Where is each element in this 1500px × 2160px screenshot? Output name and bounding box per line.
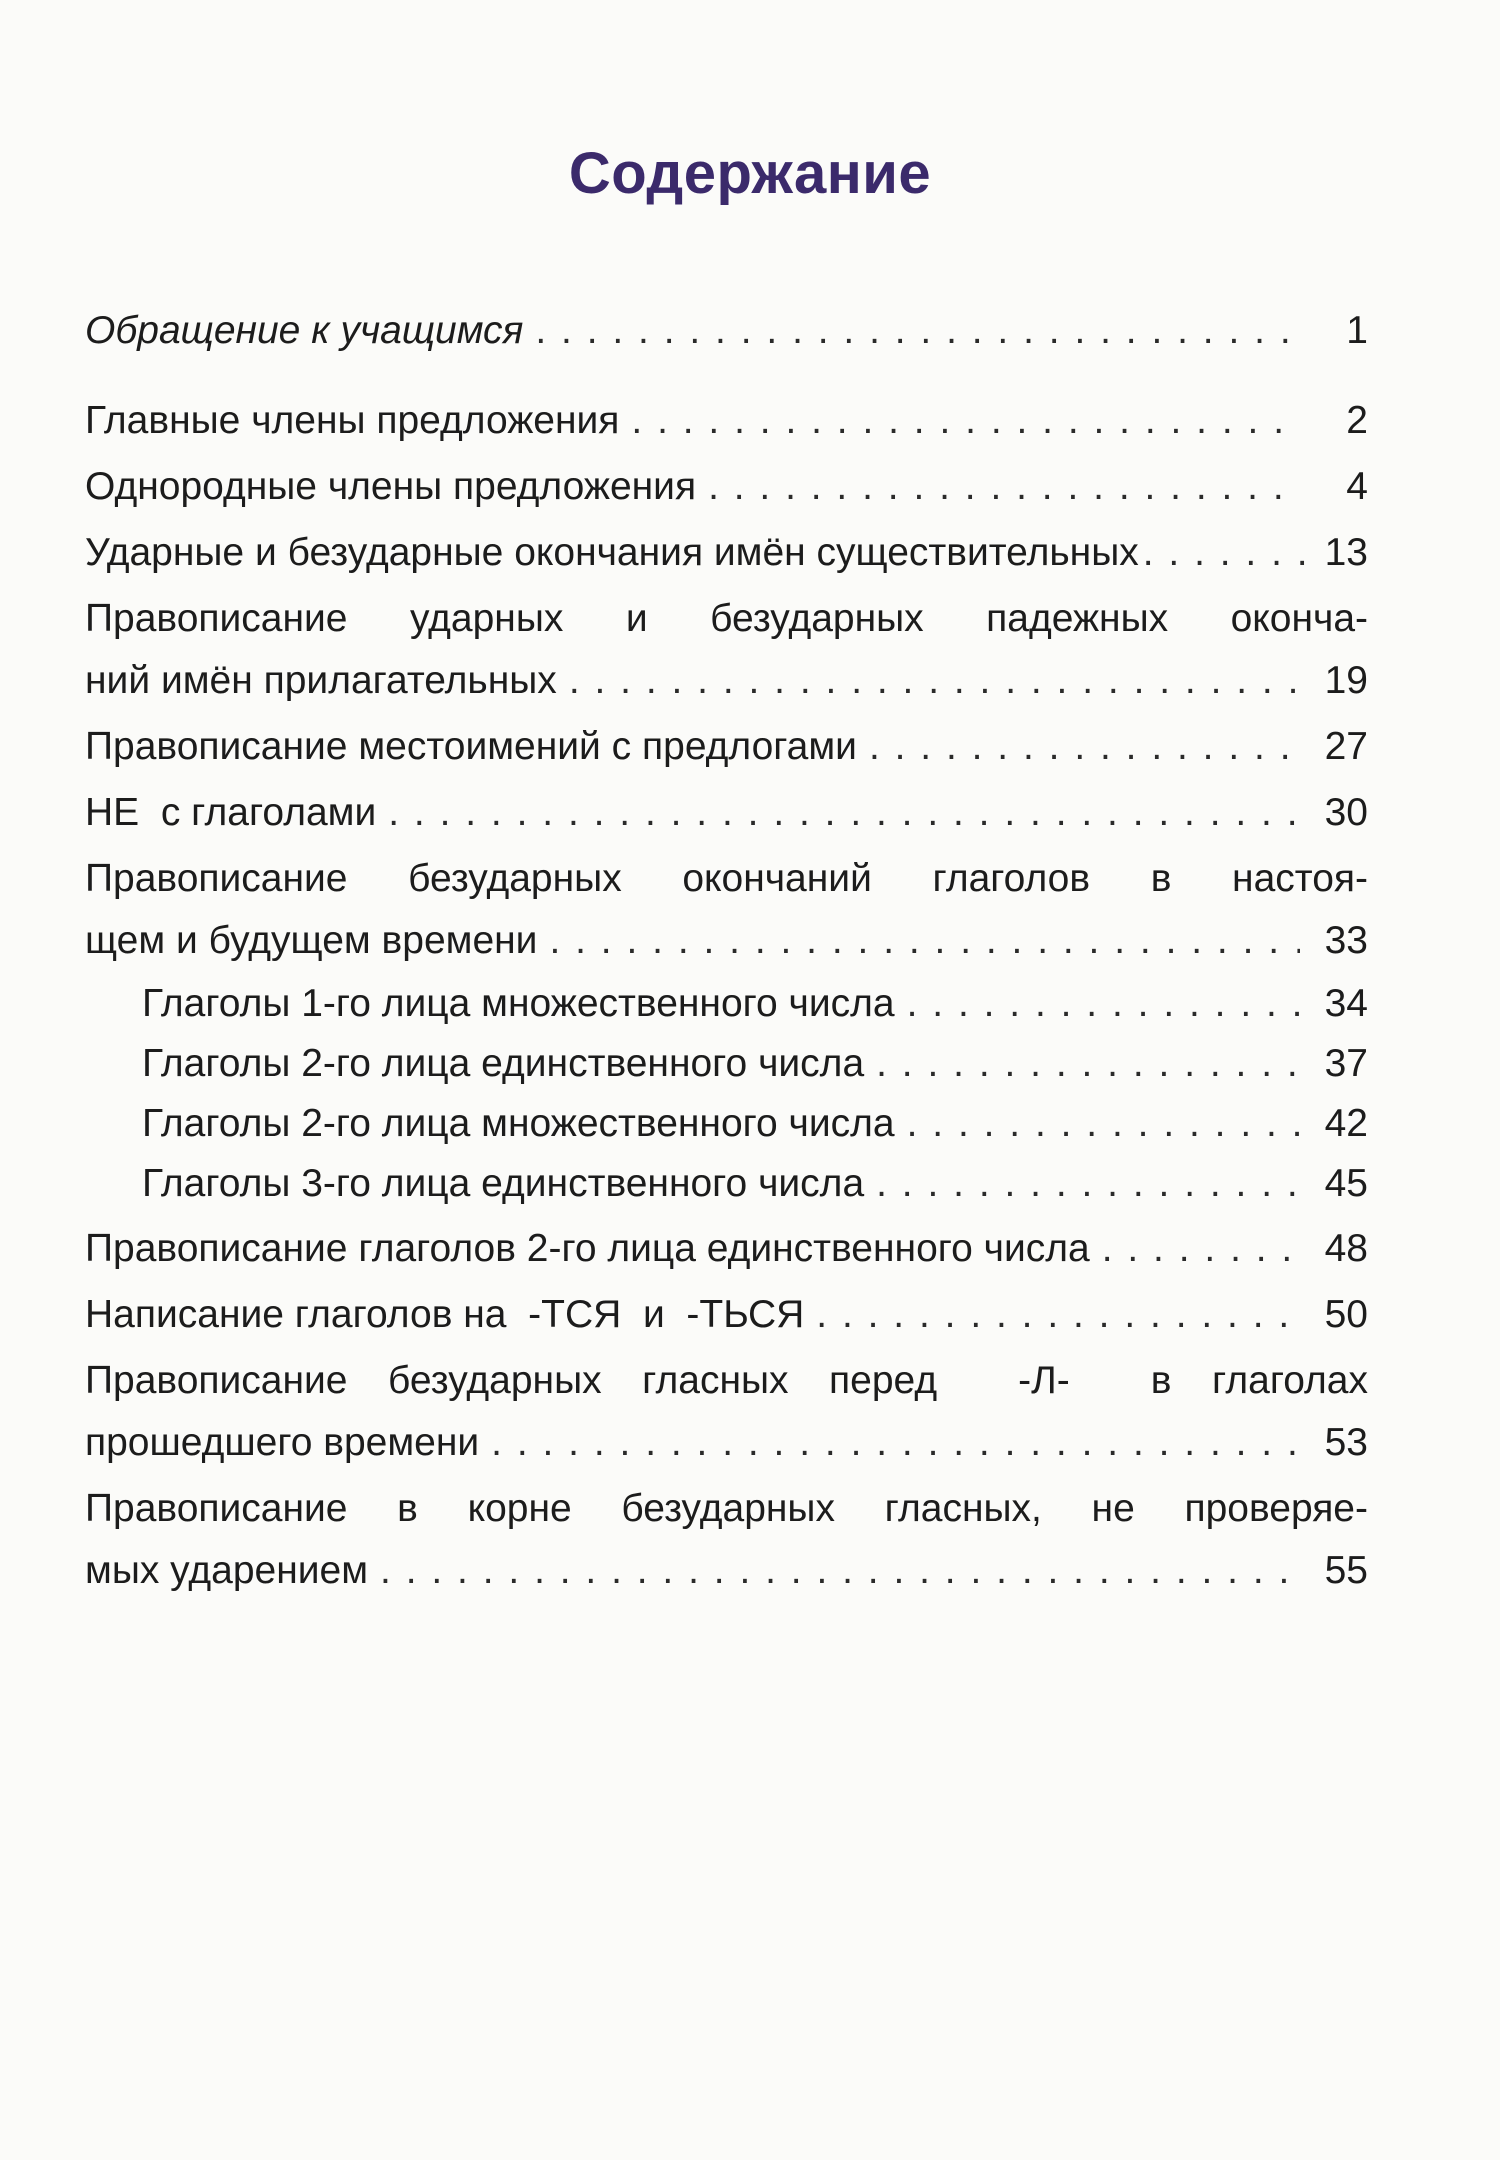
toc-page-number: 55 <box>1324 1549 1368 1592</box>
toc-entry-title-line1: Правописание в корне безударных гласных, не проверяе- <box>85 1487 1368 1530</box>
toc-entry[interactable] <box>85 1284 1368 1346</box>
toc-entry[interactable] <box>85 588 1368 712</box>
toc-entry[interactable] <box>85 1218 1368 1280</box>
toc-entry-title: Ударные и безударные окончания имён существительных <box>85 531 1139 574</box>
toc-entry[interactable] <box>85 782 1368 844</box>
dot-leader <box>631 390 1300 452</box>
toc-page-number: 19 <box>1324 659 1368 702</box>
toc-entry-title: щем и будущем времени <box>85 919 538 962</box>
toc-entry[interactable] <box>85 1350 1368 1474</box>
toc-page-number: 27 <box>1324 725 1368 768</box>
dot-leader <box>816 1284 1300 1346</box>
dot-leader <box>535 300 1300 362</box>
dot-leader <box>869 716 1300 778</box>
toc-page-number: 13 <box>1324 531 1368 574</box>
toc-entry[interactable] <box>85 522 1368 584</box>
dot-leader <box>876 1034 1300 1094</box>
toc-entry-title-line1: Правописание безударных окончаний глаголов в настоя- <box>85 857 1368 900</box>
toc-subentry[interactable] <box>85 1154 1368 1214</box>
dot-leader <box>708 456 1300 518</box>
toc-page-number: 33 <box>1324 919 1368 962</box>
dot-leader <box>1143 522 1306 584</box>
dot-leader <box>380 1540 1300 1602</box>
toc-entry-title-line1: Правописание ударных и безударных падежных оконча- <box>85 597 1368 640</box>
toc-page-number: 53 <box>1324 1421 1368 1464</box>
toc-entry-title: НЕ с глаголами <box>85 791 377 834</box>
toc-entry-title: Глаголы 2-го лица единственного числа <box>142 1042 865 1085</box>
toc-entry-title: Глаголы 2-го лица множественного числа <box>142 1102 895 1145</box>
toc-page-number: 1 <box>1346 309 1368 352</box>
toc-page-number: 42 <box>1324 1102 1368 1145</box>
dot-leader <box>907 1094 1300 1154</box>
toc-entry-title: Однородные члены предложения <box>85 465 697 508</box>
toc-subentry[interactable] <box>85 1094 1368 1154</box>
toc-entry-title: прошедшего времени <box>85 1421 480 1464</box>
toc-entry-title: Написание глаголов на -ТСЯ и -ТЬСЯ <box>85 1293 805 1336</box>
toc-page-number: 30 <box>1324 791 1368 834</box>
dot-leader <box>491 1412 1300 1474</box>
page-title: Содержание <box>568 141 932 206</box>
toc-page-number: 4 <box>1346 465 1368 508</box>
toc-entry[interactable] <box>85 456 1368 518</box>
toc-entry-title-line1: Правописание безударных гласных перед -Л- в глаголах <box>85 1359 1368 1402</box>
dot-leader <box>907 974 1300 1034</box>
toc-page-number: 50 <box>1324 1293 1368 1336</box>
toc-entry-title: Глаголы 3-го лица единственного числа <box>142 1162 865 1205</box>
dot-leader <box>549 910 1300 972</box>
toc-entry-title: Обращение к учащимся <box>85 309 524 352</box>
dot-leader <box>1102 1218 1300 1280</box>
dot-leader <box>569 650 1300 712</box>
toc-entry[interactable] <box>85 848 1368 972</box>
toc-entry[interactable] <box>85 1478 1368 1602</box>
toc-page-number: 2 <box>1346 399 1368 442</box>
toc-subentry[interactable] <box>85 1034 1368 1094</box>
toc-page-number: 45 <box>1324 1162 1368 1205</box>
toc-entry[interactable] <box>85 390 1368 452</box>
toc-page-number: 37 <box>1324 1042 1368 1085</box>
toc-entry-title: Правописание местоимений с предлогами <box>85 725 857 768</box>
table-of-contents <box>85 300 1368 1602</box>
toc-subentry[interactable] <box>85 974 1368 1034</box>
toc-entry-title: мых ударением <box>85 1549 369 1592</box>
dot-leader <box>388 782 1300 844</box>
toc-entry-title: Глаголы 1-го лица множественного числа <box>142 982 895 1025</box>
dot-leader <box>876 1154 1300 1214</box>
toc-entry[interactable] <box>85 716 1368 778</box>
toc-page-number: 48 <box>1324 1227 1368 1270</box>
toc-entry-title: Главные члены предложения <box>85 399 620 442</box>
toc-entry[interactable] <box>85 300 1368 362</box>
toc-page-number: 34 <box>1324 982 1368 1025</box>
toc-entry-title: Правописание глаголов 2-го лица единственного числа <box>85 1227 1090 1270</box>
toc-entry-title: ний имён прилагательных <box>85 659 557 702</box>
